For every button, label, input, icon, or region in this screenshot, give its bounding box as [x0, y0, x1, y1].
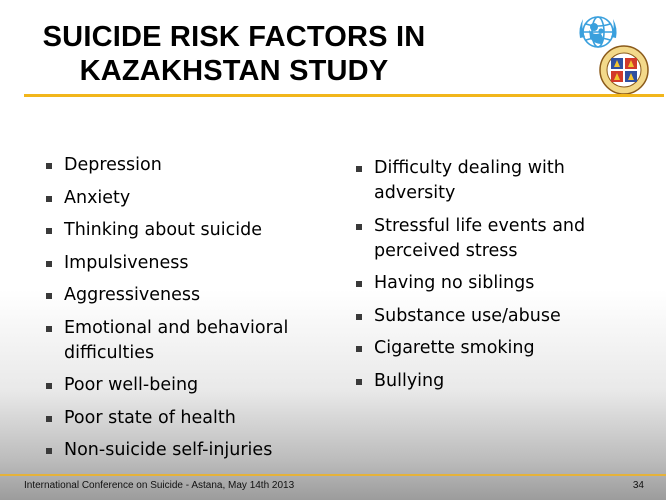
bullet-icon — [46, 326, 52, 332]
list-item-text: Thinking about suicide — [64, 220, 262, 240]
list-item — [356, 336, 616, 361]
list-item-text: Non-suicide self-injuries — [64, 440, 273, 460]
bullet-icon — [46, 228, 52, 234]
bullet-icon — [356, 346, 362, 352]
bullet-icon — [46, 448, 52, 454]
page-number: 34 — [632, 480, 644, 491]
list-item — [46, 438, 326, 463]
bullet-icon — [356, 314, 362, 320]
bullet-icon — [46, 163, 52, 169]
bullet-icon — [356, 166, 362, 172]
list-item — [46, 251, 326, 276]
left-bullet-list — [46, 153, 326, 471]
bullet-icon — [46, 293, 52, 299]
bullet-icon — [46, 416, 52, 422]
list-item — [356, 214, 616, 264]
bullet-icon — [356, 224, 362, 230]
list-item-text: Emotional and behavioral difficulties — [64, 317, 289, 363]
footer-divider — [0, 474, 666, 476]
list-item-text: Difficulty dealing with adversity — [374, 158, 565, 203]
title-divider — [24, 94, 664, 97]
list-item-text: Anxiety — [64, 187, 131, 208]
list-item-text: Aggressiveness — [64, 285, 201, 305]
list-item — [356, 369, 616, 394]
association-seal-icon — [598, 44, 650, 96]
bullet-icon — [356, 281, 362, 287]
list-item-text: Bullying — [374, 370, 445, 391]
list-item — [46, 283, 326, 308]
list-item-text: Depression — [64, 155, 162, 175]
bullet-icon — [356, 379, 362, 385]
list-item — [356, 271, 616, 296]
slide-footer — [0, 474, 666, 500]
list-item-text: Poor well-being — [64, 375, 199, 395]
list-item — [356, 304, 616, 329]
footer-conference-text: International Conference on Suicide - Astana, May 14th 2013 — [24, 480, 295, 491]
list-item-text: Substance use/abuse — [374, 305, 561, 326]
right-bullet-list — [356, 156, 616, 401]
bullet-icon — [46, 383, 52, 389]
bullet-icon — [46, 261, 52, 267]
list-item — [46, 406, 326, 431]
slide-title — [24, 20, 444, 88]
list-item — [46, 218, 326, 243]
list-item — [46, 316, 326, 366]
list-item-text: Having no siblings — [374, 273, 535, 293]
list-item — [46, 373, 326, 398]
list-item — [46, 186, 326, 211]
slide-title-line-1: SUICIDE RISK FACTORS IN — [42, 21, 426, 53]
list-item-text: Poor state of health — [64, 407, 236, 428]
list-item-text: Stressful life events and perceived stress — [374, 215, 586, 261]
list-item-text: Impulsiveness — [64, 252, 189, 273]
list-item-text: Cigarette smoking — [374, 338, 535, 358]
slide-title-line-2: KAZAKHSTAN STUDY — [79, 55, 389, 87]
list-item — [46, 153, 326, 178]
bullet-icon — [46, 196, 52, 202]
list-item — [356, 156, 616, 206]
